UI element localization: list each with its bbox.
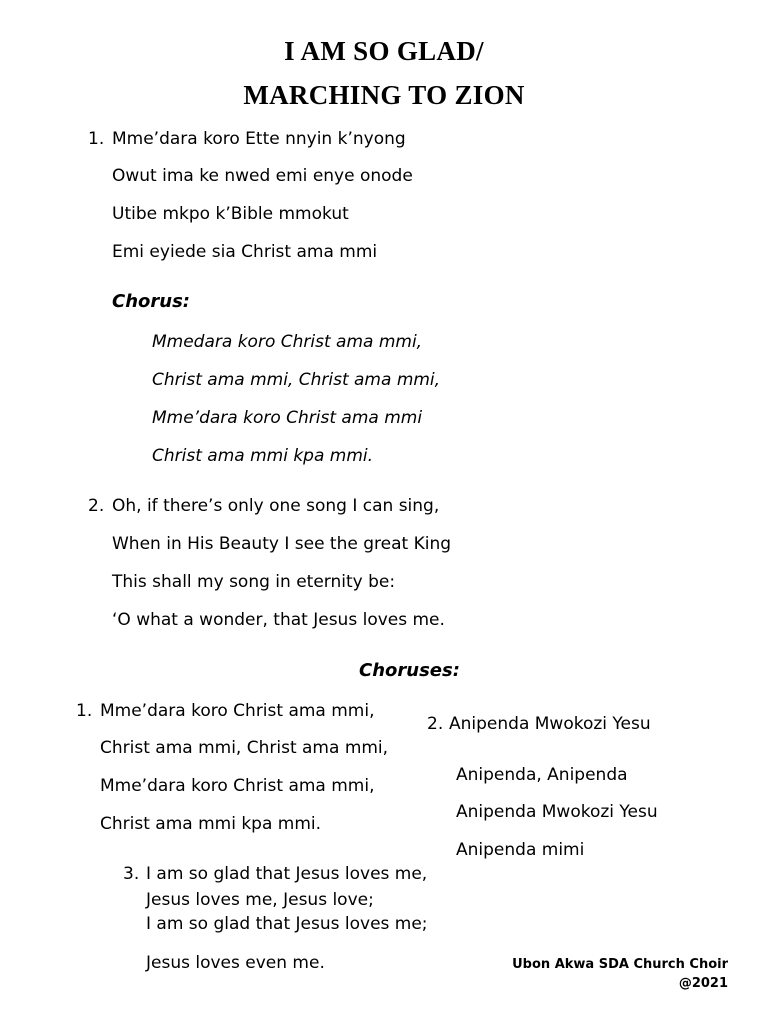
chorus-2-line-3: Anipenda Mwokozi Yesu (456, 802, 658, 822)
choir-credit-name: Ubon Akwa SDA Church Choir (512, 957, 728, 972)
chorus-line-1: Mmedara koro Christ ama mmi, (152, 332, 423, 352)
choruses-heading: Choruses: (359, 660, 460, 681)
chorus-3-line-1: I am so glad that Jesus loves me, (146, 864, 428, 884)
verse-1-line-4: Emi eyiede sia Christ ama mmi (112, 242, 378, 262)
page-title-line-2: MARCHING TO ZION (243, 80, 525, 110)
page-title-line-1: I AM SO GLAD/ (284, 36, 484, 66)
verse-1-line-1: Mme’dara koro Ette nnyin k’nyong (112, 129, 406, 149)
verse-2-line-3: This shall my song in eternity be: (112, 572, 396, 592)
chorus-1-line-1: Mme’dara koro Christ ama mmi, (100, 701, 375, 721)
verse-1-line-2: Owut ima ke nwed emi enye onode (112, 166, 413, 186)
chorus-1-number: 1. (76, 701, 93, 721)
chorus-2-line-4: Anipenda mimi (456, 840, 585, 860)
verse-1-number: 1. (88, 129, 105, 149)
choir-credit (512, 955, 728, 993)
verse-2-line-2: When in His Beauty I see the great King (112, 534, 452, 554)
chorus-2-number: 2. (427, 714, 444, 734)
chorus-heading: Chorus: (112, 291, 190, 312)
chorus-2-line-1: Anipenda Mwokozi Yesu (449, 714, 651, 734)
verse-2-number: 2. (88, 496, 105, 516)
chorus-3-number: 3. (123, 864, 140, 884)
chorus-3-line-3: I am so glad that Jesus loves me; (146, 914, 428, 934)
chorus-3-line-4: Jesus loves even me. (146, 953, 325, 973)
verse-2-line-1: Oh, if there’s only one song I can sing, (112, 496, 440, 516)
chorus-1-line-4: Christ ama mmi kpa mmi. (100, 814, 322, 834)
chorus-line-4: Christ ama mmi kpa mmi. (152, 446, 374, 466)
chorus-2-line-2: Anipenda, Anipenda (456, 765, 628, 785)
verse-1-line-3: Utibe mkpo k’Bible mmokut (112, 204, 349, 224)
choir-credit-year: @2021 (678, 976, 728, 991)
chorus-3-line-2: Jesus loves me, Jesus love; (146, 890, 374, 910)
verse-2-line-4: ‘O what a wonder, that Jesus loves me. (112, 610, 445, 630)
chorus-1-line-3: Mme’dara koro Christ ama mmi, (100, 776, 375, 796)
chorus-line-2: Christ ama mmi, Christ ama mmi, (152, 370, 441, 390)
chorus-1-line-2: Christ ama mmi, Christ ama mmi, (100, 738, 389, 758)
chorus-line-3: Mme’dara koro Christ ama mmi (152, 408, 423, 428)
